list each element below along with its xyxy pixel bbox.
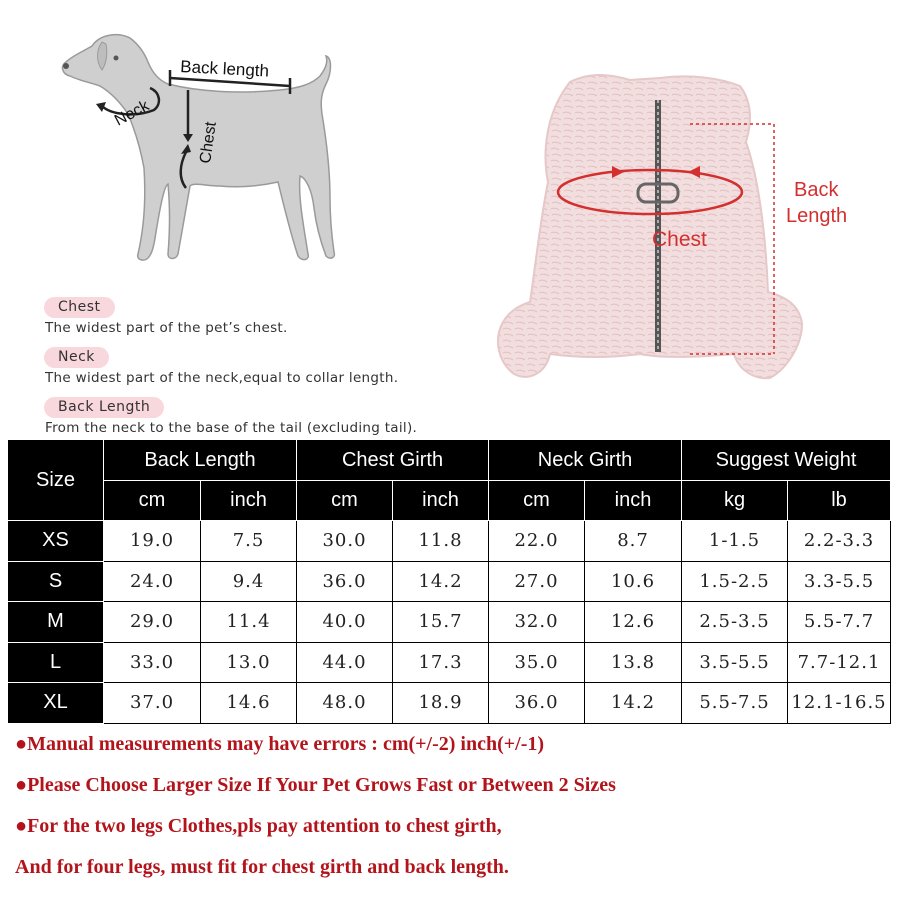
table-cell: 15.7 — [393, 602, 489, 643]
table-cell: 35.0 — [489, 642, 585, 683]
unit-header: cm — [104, 481, 201, 521]
dog-label-back-length: Back length — [179, 57, 270, 81]
group-header-chest-girth: Chest Girth — [297, 440, 489, 481]
group-header-back-length: Back Length — [104, 440, 297, 481]
table-cell: 7.7-12.1 — [788, 642, 891, 683]
note-two-legs: ●For the two legs Clothes,pls pay attention to chest girth, — [15, 815, 502, 837]
unit-header: inch — [201, 481, 297, 521]
table-cell: 29.0 — [104, 602, 201, 643]
table-cell: 18.9 — [393, 683, 489, 724]
table-cell: 36.0 — [297, 561, 393, 602]
unit-header: kg — [682, 481, 788, 521]
table-cell: 8.7 — [585, 521, 682, 562]
garment-measurement-diagram — [490, 62, 890, 412]
note-choose-larger: ●Please Choose Larger Size If Your Pet Grows Fast or Between 2 Sizes — [15, 774, 616, 796]
legend-chest-title: Chest — [44, 297, 115, 318]
table-row — [8, 602, 891, 643]
table-cell: 44.0 — [297, 642, 393, 683]
table-cell: 1-1.5 — [682, 521, 788, 562]
group-header-neck-girth: Neck Girth — [489, 440, 682, 481]
unit-header: cm — [489, 481, 585, 521]
garment-body — [498, 75, 802, 378]
legend-chest-description: The widest part of the pet’s chest. — [45, 320, 288, 336]
table-cell: 22.0 — [489, 521, 585, 562]
dog-measurement-diagram — [40, 18, 360, 278]
size-label: XS — [8, 521, 104, 562]
table-cell: 30.0 — [297, 521, 393, 562]
legend-back-length-title: Back Length — [44, 397, 164, 418]
table-cell: 17.3 — [393, 642, 489, 683]
size-chart-table — [7, 439, 891, 724]
table-cell: 5.5-7.5 — [682, 683, 788, 724]
size-label: L — [8, 642, 104, 683]
table-cell: 7.5 — [201, 521, 297, 562]
size-label: S — [8, 561, 104, 602]
legend-back-length-description: From the neck to the base of the tail (excluding tail). — [45, 420, 418, 436]
table-header-row — [8, 440, 891, 481]
legend-neck-description: The widest part of the neck,equal to collar length. — [45, 370, 399, 386]
table-cell: 12.6 — [585, 602, 682, 643]
table-cell: 24.0 — [104, 561, 201, 602]
table-cell: 11.8 — [393, 521, 489, 562]
dog-label-neck: Neck — [111, 97, 153, 130]
dog-label-chest: Chest — [197, 120, 220, 165]
unit-header: inch — [585, 481, 682, 521]
table-cell: 3.5-5.5 — [682, 642, 788, 683]
unit-header: lb — [788, 481, 891, 521]
garment-label-length: Length — [786, 205, 848, 227]
unit-header: inch — [393, 481, 489, 521]
table-row — [8, 521, 891, 562]
garment-label-back: Back — [794, 179, 839, 201]
legend-neck-title: Neck — [44, 347, 109, 368]
size-label: M — [8, 602, 104, 643]
table-row — [8, 561, 891, 602]
table-row — [8, 683, 891, 724]
note-four-legs: And for four legs, must fit for chest girth and back length. — [15, 856, 509, 878]
table-row — [8, 642, 891, 683]
table-cell: 2.5-3.5 — [682, 602, 788, 643]
size-label: XL — [8, 683, 104, 724]
table-cell: 9.4 — [201, 561, 297, 602]
table-cell: 1.5-2.5 — [682, 561, 788, 602]
table-cell: 36.0 — [489, 683, 585, 724]
table-cell: 27.0 — [489, 561, 585, 602]
table-cell: 10.6 — [585, 561, 682, 602]
table-cell: 48.0 — [297, 683, 393, 724]
note-measurement-error: ●Manual measurements may have errors : cm(+/-2) inch(+/-1) — [15, 733, 545, 755]
table-cell: 13.8 — [585, 642, 682, 683]
table-cell: 14.6 — [201, 683, 297, 724]
table-cell: 3.3-5.5 — [788, 561, 891, 602]
table-cell: 33.0 — [104, 642, 201, 683]
table-cell: 5.5-7.7 — [788, 602, 891, 643]
table-cell: 40.0 — [297, 602, 393, 643]
table-cell: 32.0 — [489, 602, 585, 643]
group-header-suggest-weight: Suggest Weight — [682, 440, 891, 481]
table-cell: 12.1-16.5 — [788, 683, 891, 724]
unit-header: cm — [297, 481, 393, 521]
table-cell: 14.2 — [393, 561, 489, 602]
table-cell: 2.2-3.3 — [788, 521, 891, 562]
table-cell: 19.0 — [104, 521, 201, 562]
table-cell: 13.0 — [201, 642, 297, 683]
table-unit-row — [8, 481, 891, 521]
table-cell: 14.2 — [585, 683, 682, 724]
garment-label-chest: Chest — [652, 228, 707, 251]
size-column-header: Size — [8, 440, 104, 521]
table-cell: 11.4 — [201, 602, 297, 643]
table-cell: 37.0 — [104, 683, 201, 724]
